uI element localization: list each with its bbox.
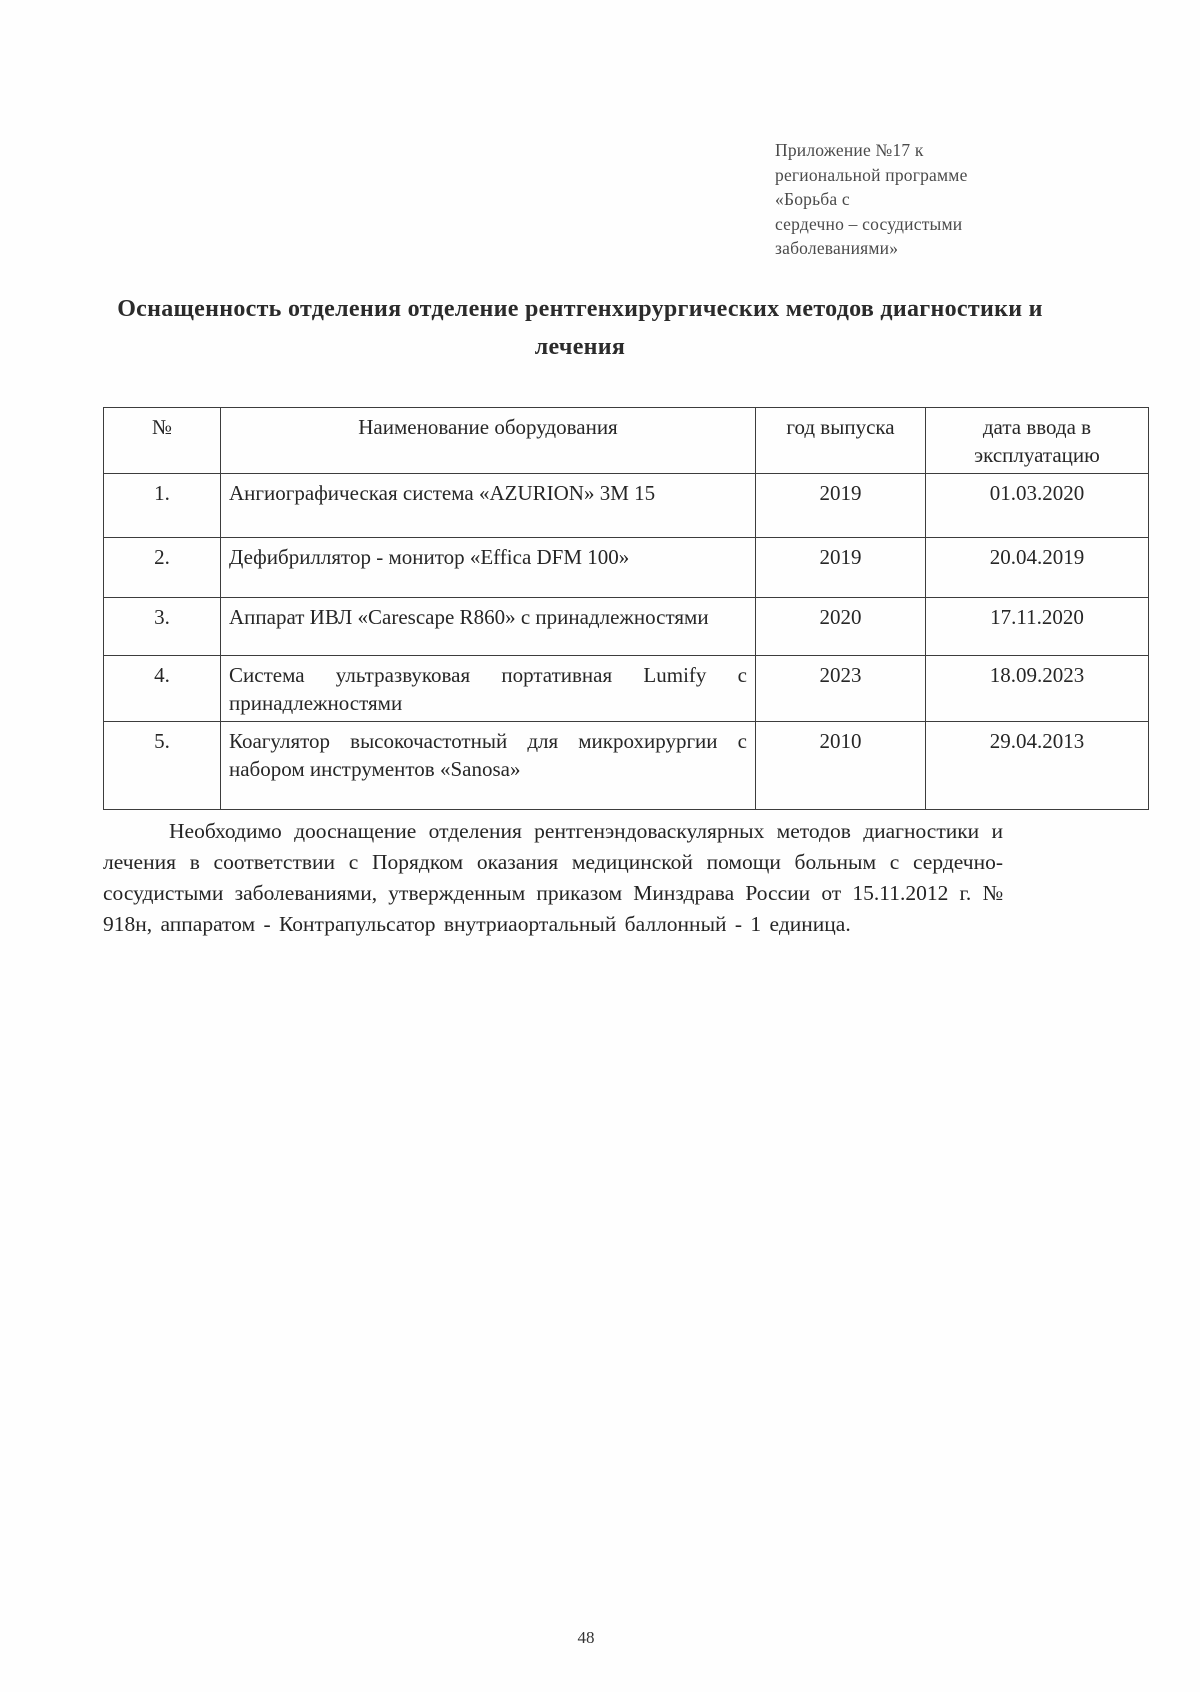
cell-num: 5. [104, 722, 221, 810]
cell-name: Ангиографическая система «AZURION» 3M 15 [221, 474, 756, 538]
appendix-note-line: «Борьба с [775, 189, 850, 209]
equipment-table-container [103, 407, 1148, 810]
appendix-note-line: региональной программе [775, 164, 968, 185]
table-row [104, 656, 1149, 722]
cell-year: 2019 [756, 474, 926, 538]
cell-name: Дефибриллятор - монитор «Effica DFM 100» [221, 538, 756, 598]
cell-num: 1. [104, 474, 221, 538]
table-row [104, 598, 1149, 656]
table-header-year: год выпуска [756, 408, 926, 474]
equipment-table [103, 407, 1149, 810]
document-title: Оснащенность отделения отделение рентгенхирургических методов диагностики и лечения [117, 296, 1043, 360]
appendix-note-line: Приложение №17 к [775, 140, 924, 160]
cell-year: 2010 [756, 722, 926, 810]
page-number: 48 [577, 1628, 595, 1647]
cell-name: Коагулятор высокочастотный для микрохирургии с набором инструментов «Sanosa» [221, 722, 756, 810]
cell-num: 2. [104, 538, 221, 598]
table-header-name: Наименование оборудования [221, 408, 756, 474]
cell-num: 3. [104, 598, 221, 656]
table-row [104, 538, 1149, 598]
table-row [104, 722, 1149, 810]
cell-name: Система ультразвуковая портативная Lumify с принадлежностями [221, 656, 756, 722]
table-row [104, 474, 1149, 538]
cell-date: 20.04.2019 [926, 538, 1149, 598]
table-header-row [104, 408, 1149, 474]
appendix-note-line: сердечно – сосудистыми [775, 213, 963, 234]
cell-year: 2023 [756, 656, 926, 722]
table-header-num: № [104, 408, 221, 474]
body-paragraph: Необходимо дооснащение отделения рентгенэндоваскулярных методов диагностики и лечения в соответствии с Порядком оказания медицинской помощи больным с сердечно-сосудистыми заболеваниями, утвержденным приказом Минздрава России от 15.11.2012 г. № 918н, аппаратом - Контрапульсатор внутриаортальный баллонный - 1 единица. [103, 819, 1003, 936]
cell-date: 29.04.2013 [926, 722, 1149, 810]
cell-date: 17.11.2020 [926, 598, 1149, 656]
appendix-note [775, 138, 1015, 261]
cell-year: 2019 [756, 538, 926, 598]
cell-date: 18.09.2023 [926, 656, 1149, 722]
cell-year: 2020 [756, 598, 926, 656]
appendix-note-line: заболеваниями» [775, 238, 899, 258]
cell-name: Аппарат ИВЛ «Carescape R860» с принадлежностями [221, 598, 756, 656]
cell-date: 01.03.2020 [926, 474, 1149, 538]
cell-num: 4. [104, 656, 221, 722]
table-header-date: дата ввода в эксплуатацию [926, 408, 1149, 474]
